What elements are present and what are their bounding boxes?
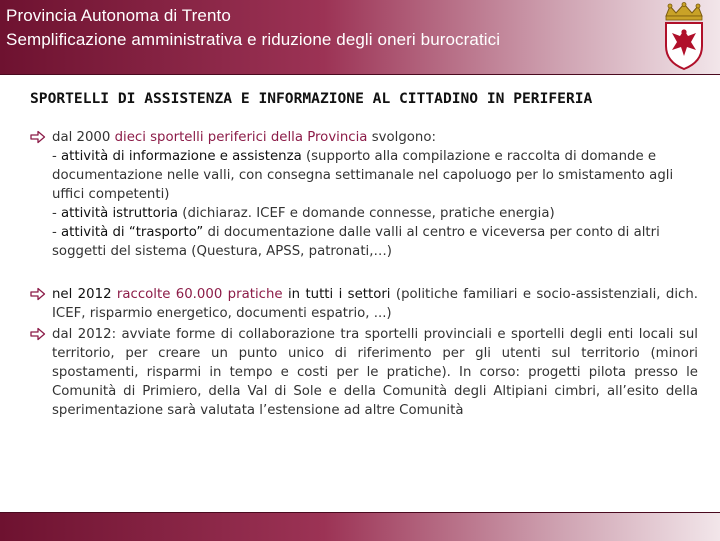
trento-coat-of-arms-icon	[660, 2, 708, 72]
activity-line	[52, 223, 698, 261]
header-bar	[0, 0, 720, 75]
activity-detail: di documentazione dalle valli al centro e viceversa per conto di altri soggetti del sistema (Questura, APSS, patronati,…)	[52, 225, 660, 259]
bullet-sportelli	[30, 128, 698, 261]
activity-detail: (supporto alla compilazione e raccolta di domande e documentazione nelle valli, con consegna settimanale nel capoluogo per lo smistamento agli uffici competenti)	[52, 149, 674, 202]
bullet-collaborazione	[30, 325, 698, 420]
activity-title: attività di informazione e assistenza	[61, 149, 302, 164]
bullet-text-post: (politiche familiari e socio-assistenziali, dich. ICEF, risparmio energetico, documenti espatrio, ...)	[52, 287, 698, 321]
dash: -	[52, 206, 62, 221]
dash: -	[52, 225, 62, 240]
bullet-highlight: dieci sportelli periferici della Provincia	[114, 130, 368, 145]
bullet-text: dal 2012: avviate forme di collaborazione tra sportelli provinciali e sportelli degli enti locali sul territorio, per creare un punto unico di riferimento per gli utenti sul territorio (minori spostamenti, risparmi in tempo e costi per le pratiche). In corso: progetti pilota presso le Comunità di Primiero, della Val di Sole e della Comunità degli Altipiani cimbri, all’esito della sperimentazione sarà valutata l’estensione ad altre Comunità	[52, 327, 698, 418]
bullet-highlight: raccolte 60.000 pratiche	[116, 287, 283, 302]
slide-content	[30, 88, 698, 420]
bullet-text-strong: in tutti i settori	[282, 287, 391, 302]
activity-title: attività di “trasporto”	[61, 225, 204, 240]
bullet-text-post: svolgono:	[367, 130, 436, 145]
bullet-pratiche-2012	[30, 285, 698, 323]
hollow-arrow-right-icon	[30, 130, 46, 144]
header-subtitle: Semplificazione amministrativa e riduzione degli oneri burocratici	[6, 30, 501, 49]
dash: -	[52, 149, 62, 164]
bullet-text-pre: nel 2012	[52, 287, 117, 302]
hollow-arrow-right-icon	[30, 327, 46, 341]
activity-line	[52, 147, 698, 204]
activity-title: attività istruttoria	[61, 206, 179, 221]
section-title: SPORTELLI DI ASSISTENZA E INFORMAZIONE AL CITTADINO IN PERIFERIA	[30, 90, 593, 107]
hollow-arrow-right-icon	[30, 287, 46, 301]
bullet-text-pre: dal 2000	[52, 130, 115, 145]
header-title: Provincia Autonoma di Trento	[6, 6, 231, 25]
footer-bar	[0, 512, 720, 541]
activity-detail: (dichiaraz. ICEF e domande connesse, pratiche energia)	[178, 206, 555, 221]
activity-line	[52, 204, 698, 223]
